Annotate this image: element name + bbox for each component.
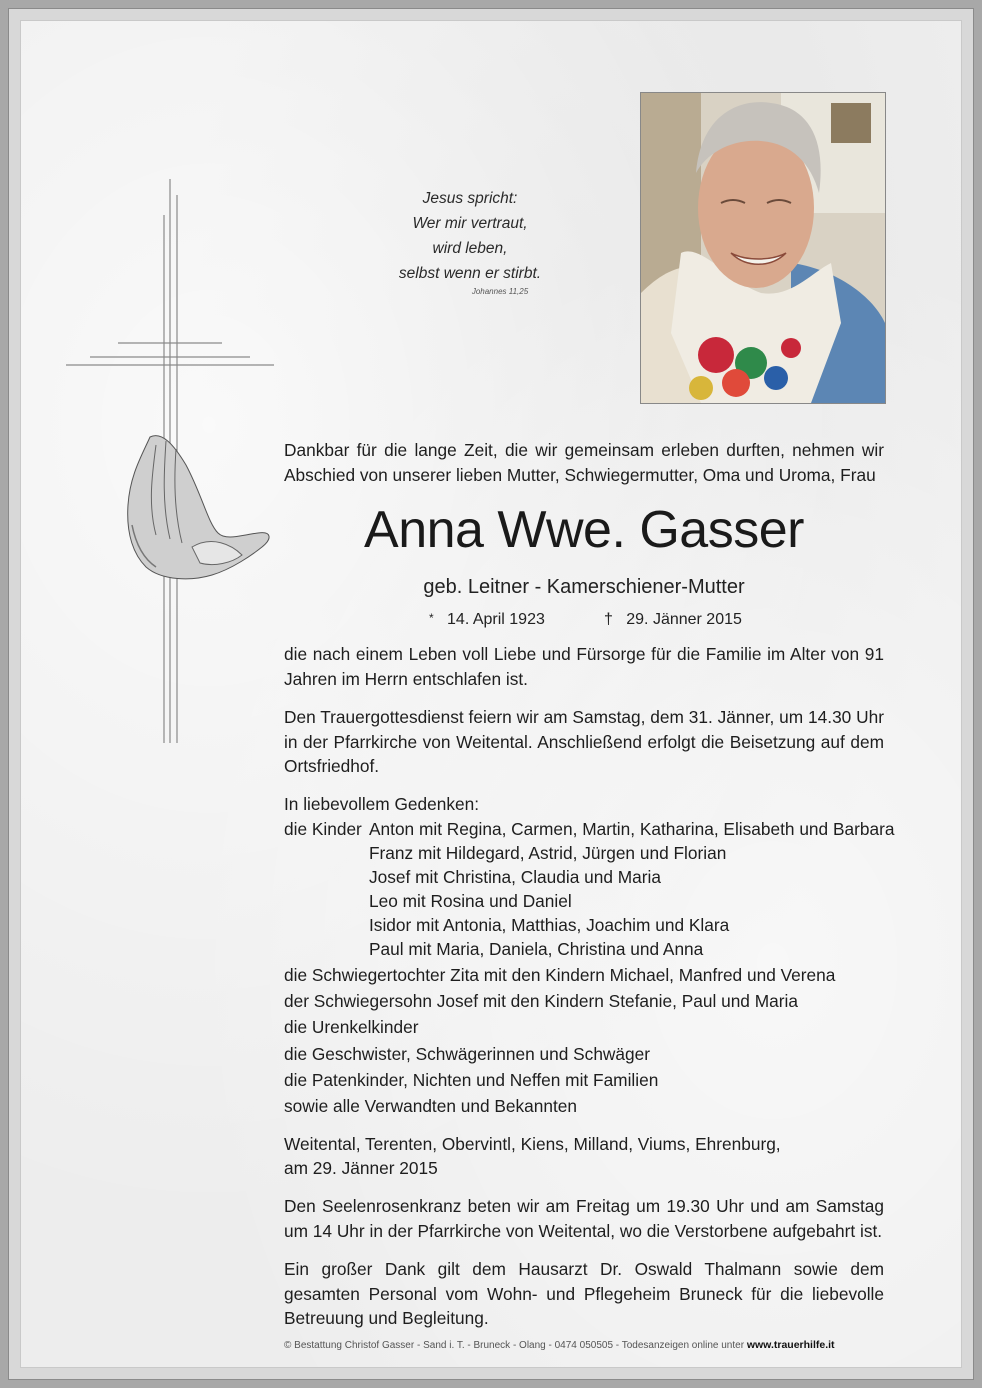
child-entry: Leo mit Rosina und Daniel bbox=[369, 891, 572, 911]
relative-entry: die Urenkelkinder bbox=[284, 1017, 419, 1037]
place-line: Weitental, Terenten, Obervintl, Kiens, Milland, Vium​s, Ehrenburg, bbox=[284, 1134, 781, 1154]
place-date-line: am 29. Jänner 2015 bbox=[284, 1158, 438, 1178]
quote-line: Wer mir vertraut, bbox=[412, 215, 528, 232]
footer-link[interactable]: www.trauerhilfe.it bbox=[746, 1339, 835, 1351]
rosary-text: Den Seelenrosenkranz beten wir am Freitag um 19.30 Uhr und am Samstag um 14 Uhr in der Pfarrkirche von Weitental, wo die Verstorbene aufgebahrt ist. bbox=[284, 1196, 884, 1241]
death-date: 29. Jänner 2015 bbox=[626, 611, 742, 628]
portrait-photo bbox=[640, 92, 886, 404]
footer-credit: © Bestattung Christof Gasser - Sand i. T. - Bruneck - Olang - 0474 050505 - Todesanzeigen online unter bbox=[284, 1340, 745, 1351]
quote-line: Jesus spricht: bbox=[422, 190, 518, 207]
child-entry: Anton mit Regina, Carmen, Martin, Katharina, Elisabeth und Barbara bbox=[369, 819, 895, 839]
birth-date: 14. April 1923 bbox=[447, 611, 545, 628]
footer bbox=[284, 1339, 884, 1351]
relative-entry: die Geschwister, Schwägerinnen und Schwäger bbox=[284, 1044, 650, 1064]
death-text: die nach einem Leben voll Liebe und Fürsorge für die Familie im Alter von 91 Jahren im Herrn entschlafen ist. bbox=[284, 644, 884, 689]
child-entry: Paul mit Maria, Daniela, Christina und Anna bbox=[369, 939, 704, 959]
thanks-text: Ein großer Dank gilt dem Hausarzt Dr. Oswald Thalmann sowie dem gesamten Personal vom Wohn- und Pflegeheim Bruneck für die liebevolle Betreuung und Begleitung. bbox=[284, 1259, 884, 1328]
relative-entry: die Patenkinder, Nichten und Neffen mit Familien bbox=[284, 1070, 659, 1090]
quote-line: wird leben, bbox=[432, 240, 508, 257]
relative-entry: der Schwiegersohn Josef mit den Kindern Stefanie, Paul und Maria bbox=[284, 991, 798, 1011]
relative-entry: sowie alle Verwandten und Bekannten bbox=[284, 1096, 578, 1116]
quote-reference: Johannes 11,25 bbox=[471, 287, 529, 296]
memory-heading: In liebevollem Gedenken: bbox=[284, 794, 480, 814]
relative-entry: die Schwiegertochter Zita mit den Kindern Michael, Manfred und Verena bbox=[284, 965, 836, 985]
children-label: die Kinder bbox=[284, 819, 362, 839]
birth-symbol: * bbox=[429, 611, 434, 625]
deceased-name: Anna Wwe. Gasser bbox=[364, 501, 804, 559]
child-entry: Isidor mit Antonia, Matthias, Joachim und Klara bbox=[369, 915, 730, 935]
quote-line: selbst wenn er stirbt. bbox=[398, 265, 542, 282]
child-entry: Josef mit Christina, Claudia und Maria bbox=[369, 867, 661, 887]
bible-quote bbox=[360, 186, 580, 298]
cross-with-praying-hands-icon bbox=[60, 175, 280, 775]
intro-text: Dankbar für die lange Zeit, die wir gemeinsam erleben durften, nehmen wir Abschied von unserer lieben Mutter, Schwiegermutter, Oma und Uroma, Frau bbox=[284, 440, 884, 485]
funeral-text: Den Trauergottesdienst feiern wir am Samstag, dem 31. Jänner, um 14.30 Uhr in der Pfarrkirche von Weitental. Anschließend erfolgt die Beisetzung auf dem Ortsfriedhof. bbox=[284, 707, 884, 776]
birth-name-subtitle: geb. Leitner - Kamerschiener-Mutter bbox=[423, 576, 745, 598]
child-entry: Franz mit Hildegard, Astrid, Jürgen und Florian bbox=[369, 843, 727, 863]
death-symbol: † bbox=[604, 611, 613, 628]
